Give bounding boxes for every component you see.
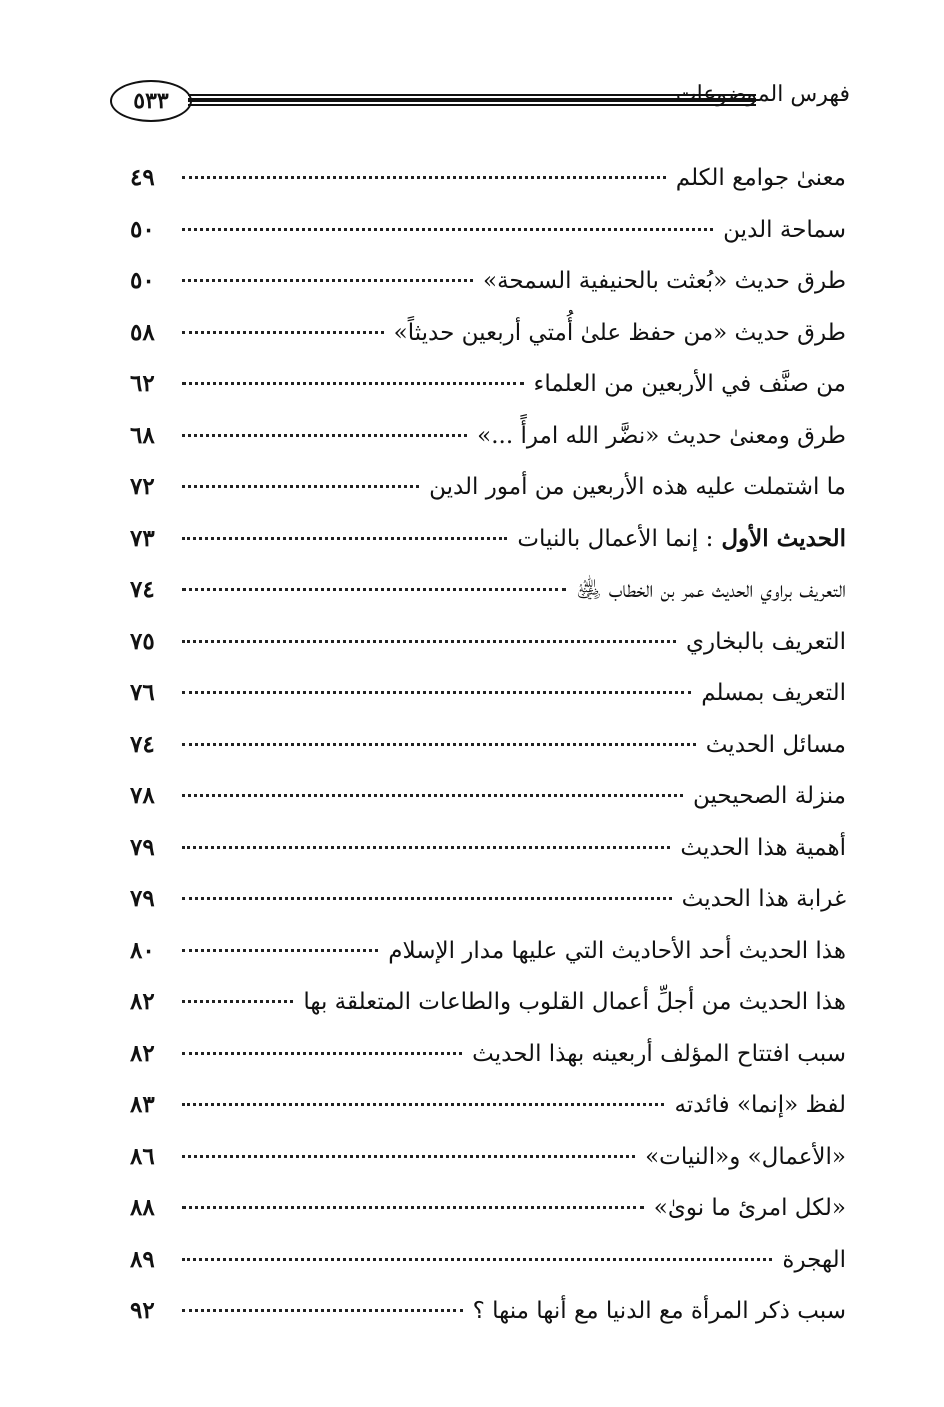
toc-entry-page: ٦٢ <box>130 370 155 397</box>
toc-entry-title: طرق حديث «بُعثت بالحنيفية السمحة» <box>483 268 846 294</box>
toc-entry <box>130 822 846 874</box>
toc-entry <box>130 925 846 977</box>
toc-entry <box>130 1131 846 1183</box>
toc-entry-page: ٧٩ <box>130 833 155 861</box>
dot-leader <box>182 846 670 849</box>
toc-entry <box>130 410 846 462</box>
toc-entry-title: سبب افتتاح المؤلف أربعينه بهذا الحديث <box>472 1040 846 1067</box>
toc-entry-page: ٧٣ <box>130 524 155 552</box>
toc-entry-page: ٨٦ <box>130 1142 155 1170</box>
toc-entry-page: ٧٨ <box>130 782 155 809</box>
toc-entry <box>130 667 846 719</box>
toc-entry-title: سبب ذكر المرأة مع الدنيا مع أنها منها ؟ <box>472 1298 846 1324</box>
toc-entry <box>130 255 846 307</box>
dot-leader <box>182 485 419 488</box>
dot-leader <box>182 434 467 437</box>
page-header <box>110 76 850 126</box>
toc-entry-page: ٨٠ <box>130 936 155 964</box>
toc-entry-page: ٥٠ <box>130 267 155 294</box>
page-number-badge <box>110 80 192 122</box>
dot-leader <box>182 1103 664 1106</box>
toc-entry-page: ٨٢ <box>130 1039 155 1067</box>
toc-entry-page: ٥٠ <box>130 215 155 243</box>
toc-entry-page: ٧٦ <box>130 679 155 706</box>
toc-entry <box>130 1234 846 1286</box>
toc-entry-page: ٩٢ <box>130 1297 155 1324</box>
page-number: ٥٣٣ <box>133 88 169 114</box>
header-rule <box>188 104 756 106</box>
dot-leader <box>182 1206 644 1209</box>
header-rule <box>188 98 756 102</box>
toc-entry <box>130 1182 846 1234</box>
dot-leader <box>182 897 672 900</box>
dot-leader <box>182 640 676 643</box>
toc-entry-page: ٧٤ <box>130 730 155 758</box>
dot-leader <box>182 949 378 952</box>
toc-entry <box>130 719 846 771</box>
toc-entry-title: ما اشتملت عليه هذه الأربعين من أمور الدين <box>429 474 846 500</box>
dot-leader <box>182 743 696 746</box>
toc-entry <box>130 358 846 410</box>
toc-entry-title: التعريف بالبخاري <box>686 628 846 655</box>
dot-leader <box>182 537 507 540</box>
toc-entry <box>130 976 846 1028</box>
toc-entry-page: ٨٩ <box>130 1245 155 1273</box>
toc-entry-title: طرق ومعنىٰ حديث «نضَّر الله امرأً ...» <box>477 422 846 449</box>
toc-entry-page: ٤٩ <box>130 164 155 191</box>
toc-entry <box>130 770 846 822</box>
dot-leader <box>182 1309 463 1312</box>
toc-entry-page: ٧٤ <box>130 576 155 603</box>
toc-entry <box>130 873 846 925</box>
toc-entry-title: هذا الحديث أحد الأحاديث التي عليها مدار الإسلام <box>388 937 846 964</box>
dot-leader <box>182 588 566 591</box>
toc-entry-title: هذا الحديث من أجلِّ أعمال القلوب والطاعات المتعلقة بها <box>303 989 846 1015</box>
toc-entry-title: من صنَّف في الأربعين من العلماء <box>533 371 846 397</box>
dot-leader <box>182 1155 635 1158</box>
running-title: فهرس الموضوعات <box>675 82 850 107</box>
toc-entry-page: ٧٩ <box>130 885 155 912</box>
toc-entry <box>130 461 846 513</box>
toc-entry <box>130 513 846 565</box>
toc-entry-page: ٧٢ <box>130 473 155 500</box>
toc-entry <box>130 1285 846 1337</box>
toc-entry <box>130 152 846 204</box>
toc-entry-title: منزلة الصحيحين <box>692 783 846 809</box>
toc-entry <box>130 307 846 359</box>
toc-entry-title: معنىٰ جوامع الكلم <box>675 165 846 191</box>
dot-leader <box>182 1052 462 1055</box>
toc-entry <box>130 564 846 616</box>
toc-entry-title: الحديث الأول : إنما الأعمال بالنيات <box>517 524 846 552</box>
dot-leader <box>182 691 691 694</box>
header-rule <box>188 94 756 96</box>
toc-entry-page: ٥٨ <box>130 318 155 346</box>
toc-entry-title: طرق حديث «من حفظ علىٰ أُمتي أربعين حديثاً» <box>393 319 846 346</box>
toc-entry <box>130 1079 846 1131</box>
toc-entry-title: التعريف براوي الحديث عمر بن الخطاب ﵁ <box>576 577 846 603</box>
dot-leader <box>182 382 524 385</box>
dot-leader <box>182 228 713 231</box>
toc-entry-title: «لكل امرئ ما نوىٰ» <box>653 1195 846 1221</box>
dot-leader <box>182 331 384 334</box>
toc-entry <box>130 616 846 668</box>
dot-leader <box>182 279 473 282</box>
toc-entry-title: سماحة الدين <box>723 216 846 243</box>
toc-entry-title: التعريف بمسلم <box>701 680 846 706</box>
toc-entry-title: الهجرة <box>782 1246 846 1273</box>
table-of-contents <box>130 152 846 1337</box>
toc-entry <box>130 1028 846 1080</box>
toc-entry-title: «الأعمال» و«النيات» <box>645 1143 846 1170</box>
toc-entry-page: ٧٥ <box>130 627 155 655</box>
toc-entry-page: ٦٨ <box>130 421 155 449</box>
dot-leader <box>182 1000 293 1003</box>
toc-entry-title: أهمية هذا الحديث <box>680 834 846 861</box>
dot-leader <box>182 1258 772 1261</box>
dot-leader <box>182 794 683 797</box>
toc-entry <box>130 204 846 256</box>
toc-entry-page: ٨٣ <box>130 1091 155 1118</box>
toc-entry-title: غرابة هذا الحديث <box>681 886 846 912</box>
toc-entry-page: ٨٢ <box>130 988 155 1015</box>
toc-entry-title: لفظ «إنما» فائدته <box>674 1092 846 1118</box>
toc-entry-page: ٨٨ <box>130 1194 155 1221</box>
toc-entry-title: مسائل الحديث <box>705 731 846 758</box>
dot-leader <box>182 176 666 179</box>
